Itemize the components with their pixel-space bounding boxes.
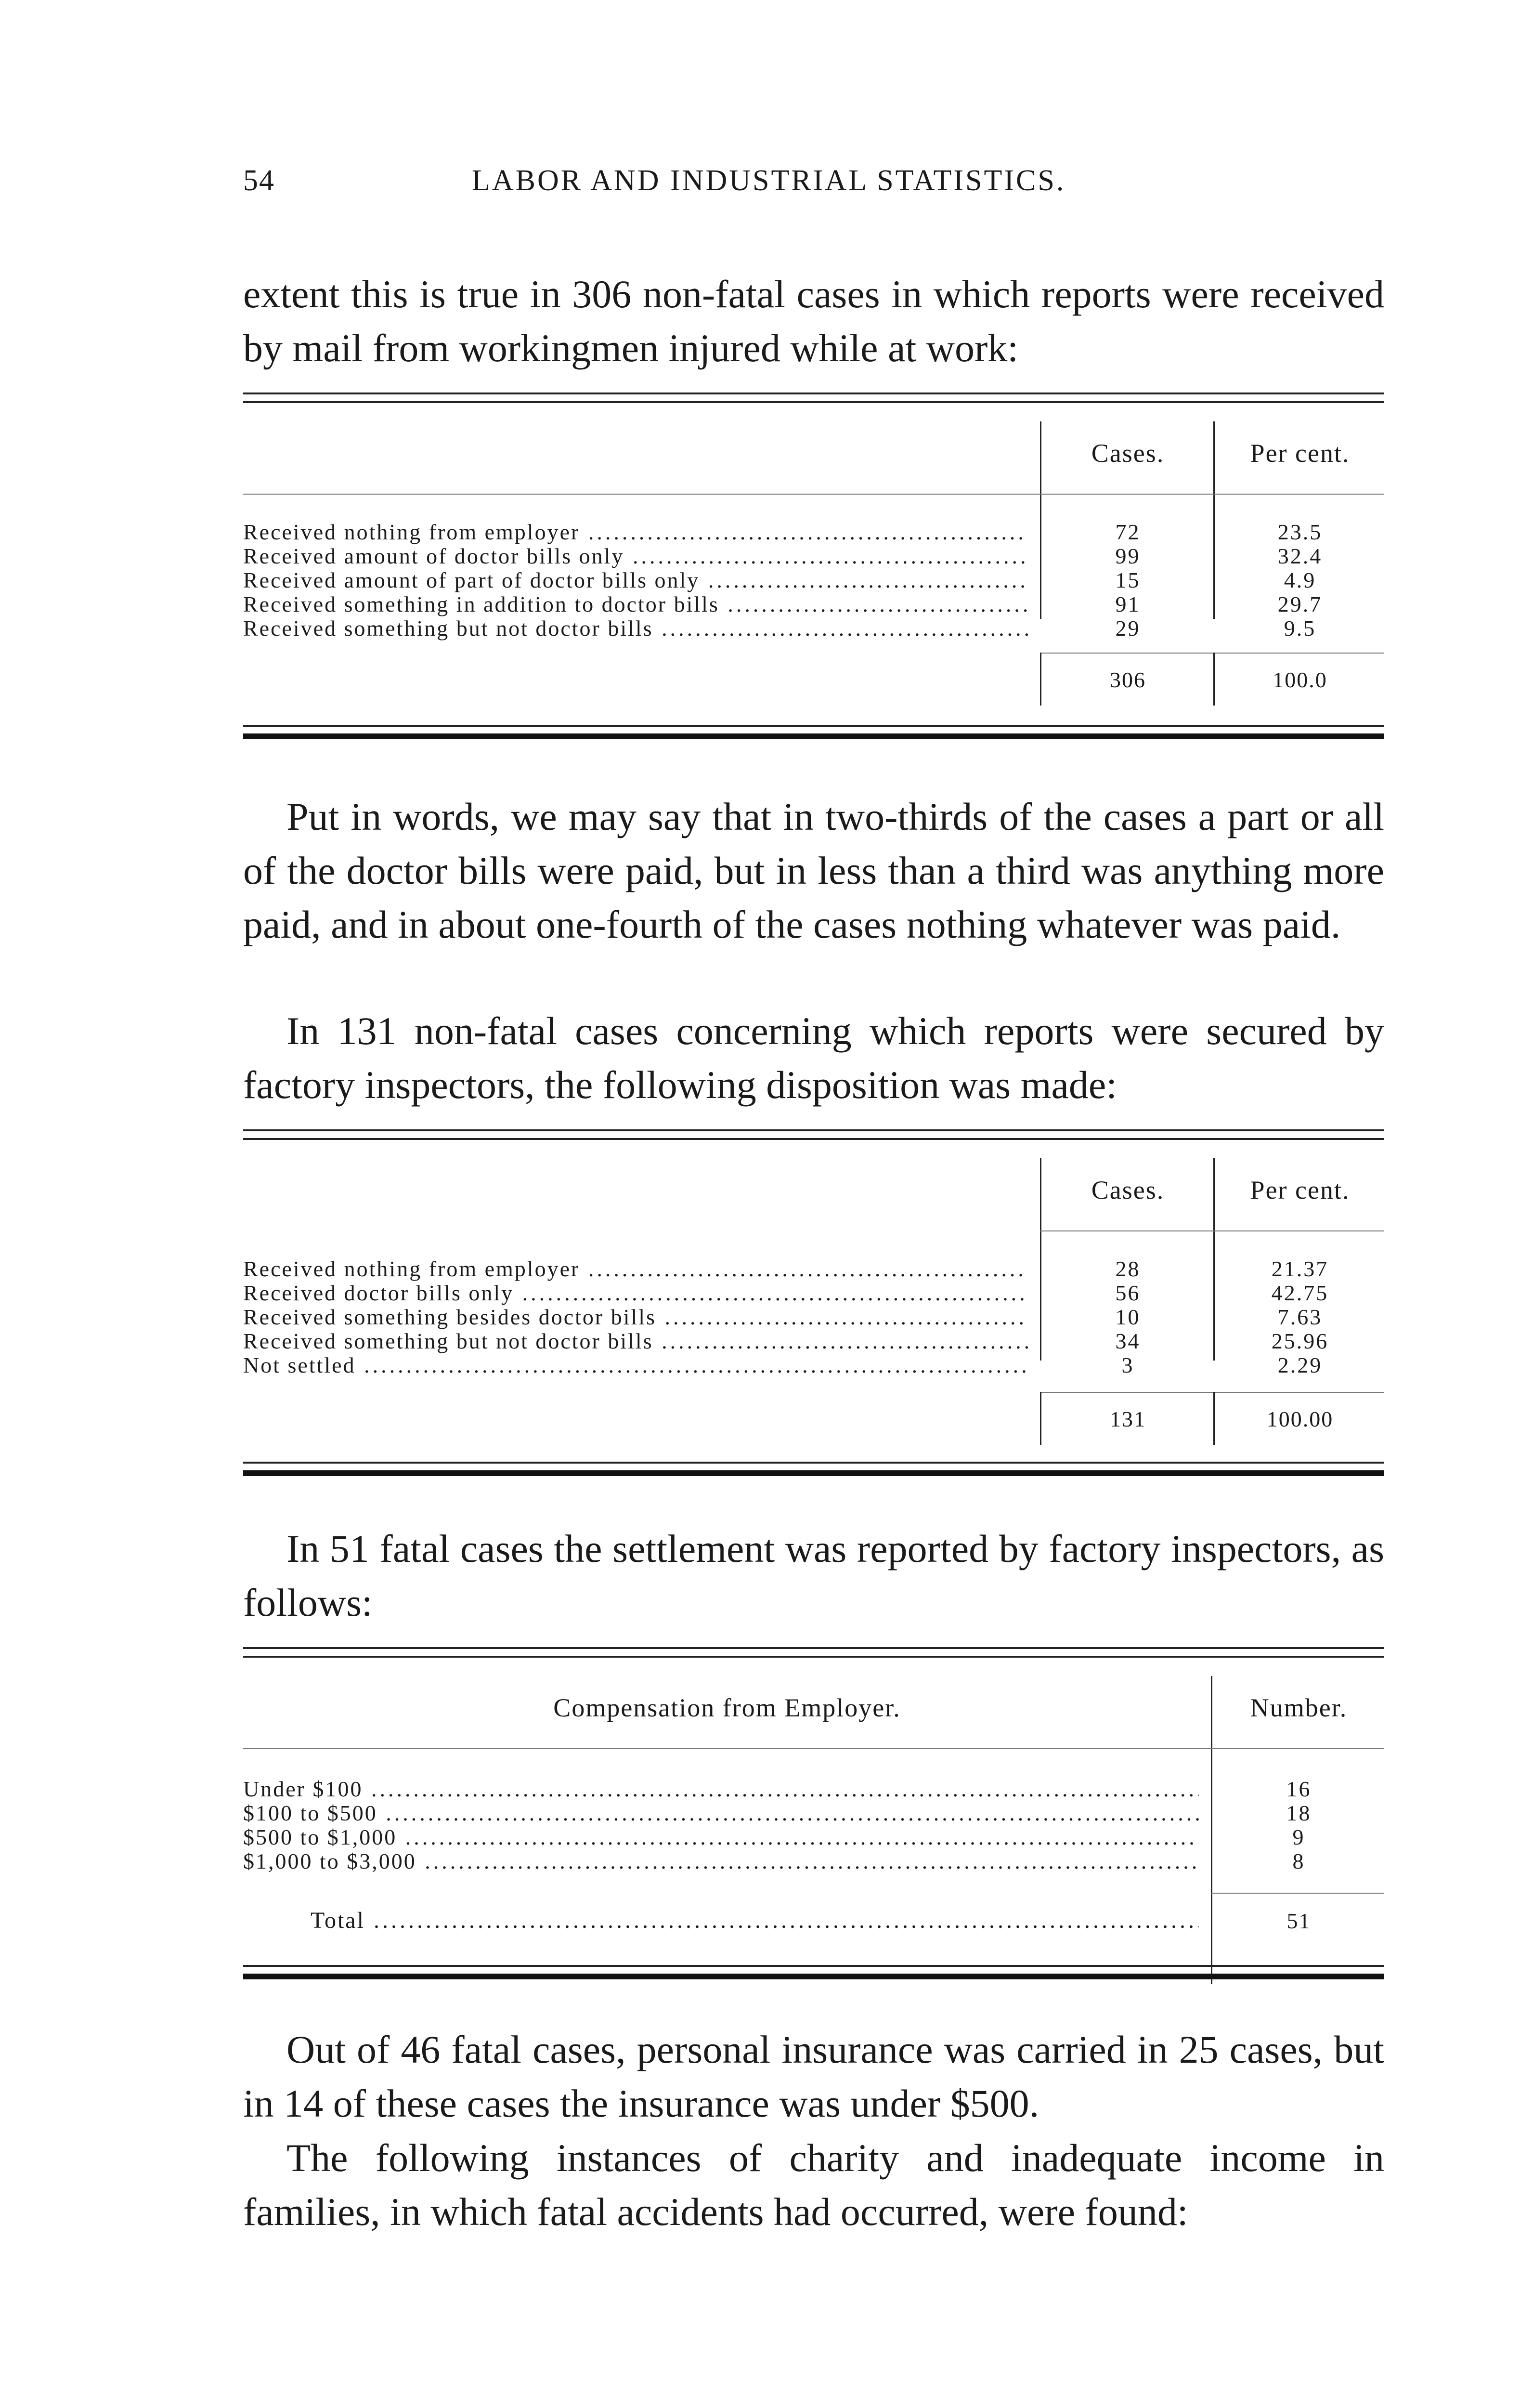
table-3-top-rule-2 [243,1656,1384,1658]
table-1-bottom-rule-thick [243,733,1384,739]
table-3-top-rule [243,1647,1384,1649]
table-1-total-divider-2 [1213,653,1215,706]
row-percent: 25.96 [1271,1329,1329,1353]
row-label: Received something besides doctor bills ..... [243,1305,1028,1329]
table-1-col-divider-1 [1040,421,1041,619]
table-3 [243,1647,1384,1989]
row-cases: 99 [1115,544,1141,568]
row-percent: 2.29 [1277,1353,1323,1377]
table-3-header-compensation: Compensation from Employer. [553,1693,901,1722]
table-2-col-divider-2 [1213,1158,1215,1361]
row-number: 8 [1292,1849,1305,1873]
row-label: Received nothing from employer ..... [243,1257,1028,1281]
row-percent: 32.4 [1277,544,1323,568]
table-2 [243,1129,1384,1486]
table-2-total-cases: 131 [1110,1407,1146,1431]
table-1-top-rule [243,393,1384,394]
row-cases: 3 [1121,1353,1134,1377]
row-cases: 10 [1115,1305,1141,1329]
row-number: 9 [1292,1825,1305,1849]
table-2-col-divider-1 [1040,1158,1041,1361]
row-label: Received something but not doctor bills ..... [243,1329,1028,1353]
table-1-col-divider-2 [1213,421,1215,619]
table-2-total-rule [1040,1392,1384,1393]
page-number: 54 [243,164,275,197]
row-percent: 23.5 [1277,520,1323,544]
table-1-total-divider-1 [1040,653,1041,706]
row-label: Received doctor bills only ..... [243,1281,1028,1305]
row-percent: 42.75 [1271,1281,1329,1305]
table-3-total-label: Total ..... [311,1907,1199,1934]
row-label: $100 to $500 ..... [243,1801,1199,1825]
table-3-header-rule [243,1748,1384,1749]
row-label: $1,000 to $3,000 ..... [243,1849,1199,1873]
row-label: Received amount of part of doctor bills only ..... [243,568,1028,592]
table-2-header-cases: Cases. [1091,1176,1165,1204]
table-3-header-number: Number. [1250,1693,1348,1722]
table-2-total-divider-2 [1213,1392,1215,1445]
table-3-total-rule [1211,1893,1384,1894]
table-2-bottom-rule-thick [243,1470,1384,1476]
table-2-header-percent: Per cent. [1250,1176,1350,1204]
row-percent: 7.63 [1277,1305,1323,1329]
table-2-total-percent: 100.00 [1266,1407,1334,1431]
row-percent: 9.5 [1284,616,1316,641]
row-percent: 21.37 [1271,1256,1329,1281]
row-label: $500 to $1,000 ..... [243,1825,1199,1849]
table-2-bottom-rule [243,1462,1384,1464]
paragraph-4: In 51 fatal cases the settlement was reported by factory inspectors, as follows: [243,1527,1384,1624]
paragraph-5: Out of 46 fatal cases, personal insurance was carried in 25 cases, but in 14 of these cases the insurance was under $500. [243,2028,1384,2125]
row-cases: 72 [1115,520,1141,544]
table-1-bottom-rule [243,725,1384,727]
paragraph-2: Put in words, we may say that in two-thirds of the cases a part or all of the doctor bills were paid, but in less than a third was anything more paid, and in about one-fourth of the cases nothing whatever was paid. [243,795,1384,946]
table-3-bottom-rule-thick [243,1974,1384,1979]
row-percent: 4.9 [1284,568,1316,592]
table-2-header-rule [1040,1230,1384,1231]
row-label: Received something but not doctor bills ..... [243,616,1028,641]
row-cases: 15 [1115,568,1141,592]
row-number: 16 [1286,1777,1312,1801]
paragraph-1: extent this is true in 306 non-fatal cases in which reports were received by mail from workingmen injured while at work: [243,272,1384,370]
table-3-bottom-rule [243,1965,1384,1967]
row-cases: 56 [1115,1281,1141,1305]
paragraph-6: The following instances of charity and inadequate income in families, in which fatal accidents had occurred, were found: [243,2136,1384,2234]
row-cases: 28 [1115,1256,1141,1281]
table-1-total-percent: 100.0 [1273,667,1327,692]
table-2-top-rule [243,1129,1384,1131]
running-title: LABOR AND INDUSTRIAL STATISTICS. [472,164,1066,197]
row-percent: 29.7 [1277,592,1323,616]
table-2-total-divider-1 [1040,1392,1041,1445]
row-label: Received something in addition to doctor bills ..... [243,592,1028,616]
row-label: Under $100 ..... [243,1777,1199,1801]
row-number: 18 [1286,1801,1312,1825]
row-cases: 29 [1115,616,1141,641]
row-cases: 34 [1115,1329,1141,1353]
table-1-total-cases: 306 [1110,667,1146,692]
row-label: Received amount of doctor bills only ..... [243,544,1028,568]
table-1-header-rule [243,494,1384,495]
row-label: Received nothing from employer ..... [243,520,1028,544]
table-3-total-number: 51 [1286,1909,1311,1933]
paragraph-3: In 131 non-fatal cases concerning which reports were secured by factory inspectors, the following disposition was made: [243,1009,1384,1107]
table-3-col-divider [1211,1676,1212,1984]
row-cases: 91 [1115,592,1141,616]
table-1 [243,393,1384,744]
table-1-header-percent: Per cent. [1250,439,1350,468]
table-1-top-rule-2 [243,401,1384,403]
table-1-header-cases: Cases. [1091,439,1165,468]
table-2-top-rule-2 [243,1138,1384,1140]
table-1-total-rule [1040,653,1384,654]
row-label: Not settled ..... [243,1353,1028,1377]
